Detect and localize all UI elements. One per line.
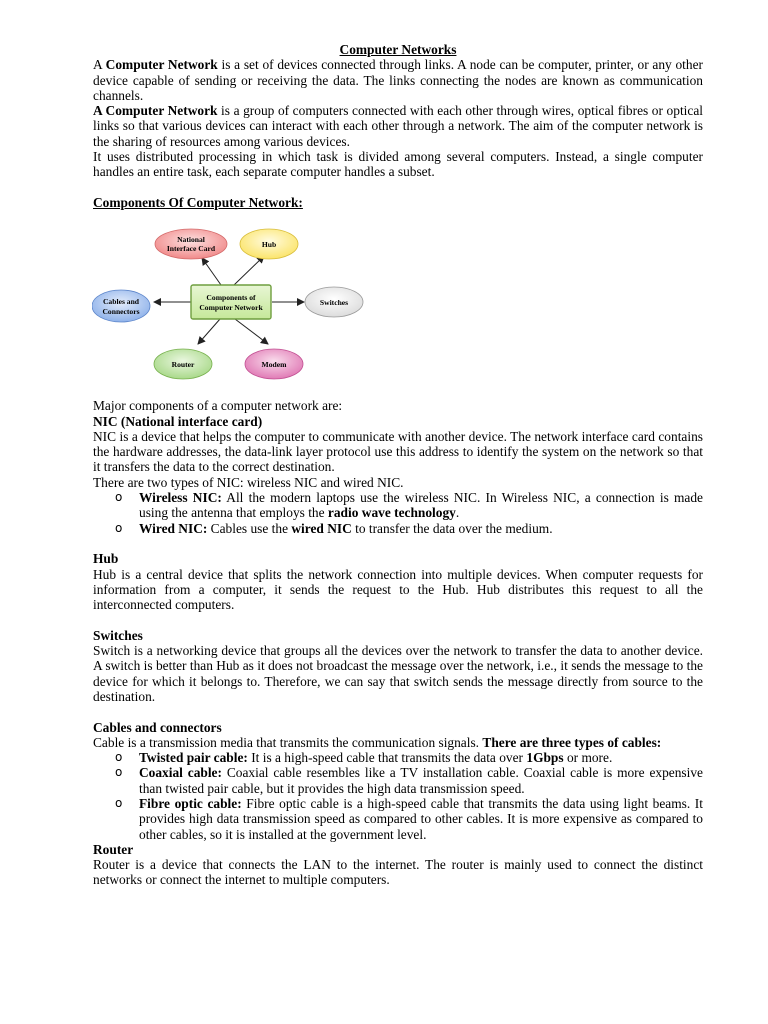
nic-label-2: Interface Card: [166, 244, 216, 254]
cables-node: [92, 290, 150, 322]
components-heading: Components Of Computer Network:: [93, 194, 303, 210]
center-label-1: Components of: [206, 293, 256, 303]
bullet-icon: o: [115, 795, 123, 810]
fibre-optic-text: Fibre optic cable is a high-speed cable that transmits the data using light beams. It provides high data transmission speed as compared to other cables. It is more expensive as compared to other cables, so it is installed at the government level.: [139, 795, 703, 842]
router-heading: Router: [93, 841, 134, 857]
list-item: [93, 521, 703, 536]
cable-types-list: [93, 750, 703, 842]
major-intro: Major components of a computer network are:: [93, 398, 343, 414]
router-text: Router is a device that connects the LAN to the internet. The router is mainly used to connect the distinct networks or connect the internet to multiple computers.: [93, 857, 703, 888]
nic-types-intro: There are two types of NIC: wireless NIC and wired NIC.: [93, 474, 404, 490]
cables-text-plain: Cable is a transmission media that transmits the communication signals.: [93, 734, 483, 750]
components-diagram: [92, 218, 372, 388]
twisted-pair-text: It is a high-speed cable that transmits the data over: [247, 750, 527, 766]
center-label-2: Computer Network: [199, 303, 263, 313]
arrow-to-router: [198, 319, 220, 344]
intro-p2-text: is a group of computers connected with each other through wires, optical fibres or optical links so that various devices can interact with each other through a network. The aim of the computer network is the sharing of resources among various devices.: [93, 103, 703, 149]
list-item: [93, 796, 703, 842]
gbps-bold: 1Gbps: [526, 750, 564, 766]
page-title: Computer Networks: [339, 42, 457, 57]
arrow-to-nic: [202, 258, 221, 285]
nic-text: NIC is a device that helps the computer to communicate with another device. The network interface card contains the hardware addresses, the data-link layer protocol use this address to identify the system on the network so that it transfers the data to the correct destination.: [93, 428, 703, 475]
nic-label-1: National: [177, 235, 205, 245]
intro-paragraph-2: [93, 103, 703, 149]
router-label: Router: [171, 360, 195, 370]
center-node: [191, 285, 271, 319]
switches-text: Switch is a networking device that groups all the devices over the network to transfer the data to another device. A switch is better than Hub as it does not broadcast the message over the network, i.e., it sends the message to the device for which it belongs to. Therefore, we can say that switch sends the message directly from source to the destination.: [93, 643, 703, 704]
intro-paragraph-3: It uses distributed processing in which task is divided among several computers. Instead, a single computer handles an entire task, each separate computer handles a subset.: [93, 149, 703, 180]
nic-types-list: [93, 490, 703, 536]
cables-text-bold: There are three types of cables:: [482, 734, 662, 750]
coaxial-label: Coaxial cable:: [139, 765, 222, 781]
wireless-nic-label: Wireless NIC:: [139, 490, 222, 506]
arrow-to-hub: [234, 256, 264, 285]
cables-label-1: Cables and: [102, 297, 140, 307]
list-item: [93, 490, 703, 521]
bullet-icon: o: [115, 520, 123, 535]
diagram-svg: [92, 218, 372, 388]
switches-heading: Switches: [93, 627, 143, 643]
radio-wave-bold: radio wave technology: [327, 505, 456, 521]
fibre-optic-label: Fibre optic cable:: [139, 795, 242, 811]
wireless-nic-text: All the modern laptops use the wireless NIC. In Wireless NIC, a connection is made using the antenna that employs the: [139, 490, 703, 521]
twisted-pair-label: Twisted pair cable:: [139, 750, 248, 766]
wireless-nic-end: .: [455, 505, 460, 521]
list-item: [93, 750, 703, 765]
intro-p1-bold: Computer Network: [105, 57, 218, 73]
arrow-to-modem: [235, 319, 268, 344]
wired-nic-label: Wired NIC:: [139, 520, 208, 536]
modem-label: Modem: [261, 360, 287, 370]
coaxial-text: Coaxial cable resembles like a TV installation cable. Coaxial cable is more expensive than twisted pair cable, but it provides the high data transmission speed.: [139, 765, 703, 796]
hub-heading: Hub: [93, 551, 119, 567]
wired-nic-end: to transfer the data over the medium.: [351, 520, 553, 536]
bullet-icon: o: [115, 490, 123, 505]
intro-p2-bold: A Computer Network: [93, 103, 218, 119]
cables-heading: Cables and connectors: [93, 719, 222, 735]
cables-label-2: Connectors: [102, 307, 140, 317]
hub-label: Hub: [261, 240, 277, 250]
nic-heading: NIC (National interface card): [93, 413, 263, 429]
intro-paragraph-1: [93, 57, 703, 103]
intro-p1-text: is a set of devices connected through links. A node can be computer, printer, or any other device capable of sending or receiving the data. The links connecting the nodes are known as communication channels.: [93, 57, 703, 103]
intro-p1-prefix: A: [93, 57, 106, 73]
list-item: [93, 765, 703, 796]
bullet-icon: o: [115, 750, 123, 765]
bullet-icon: o: [115, 765, 123, 780]
document-page: [93, 42, 703, 888]
hub-text: Hub is a central device that splits the network connection into multiple devices. When computer requests for information from a computer, it sends the request to the Hub. Hub distributes this request to all the interconnected computers.: [93, 566, 703, 613]
wired-nic-bold: wired NIC: [291, 520, 352, 536]
wired-nic-text: Cables use the: [207, 520, 292, 536]
switches-label: Switches: [319, 298, 349, 308]
twisted-pair-end: or more.: [563, 750, 613, 766]
cables-text: [93, 735, 703, 750]
